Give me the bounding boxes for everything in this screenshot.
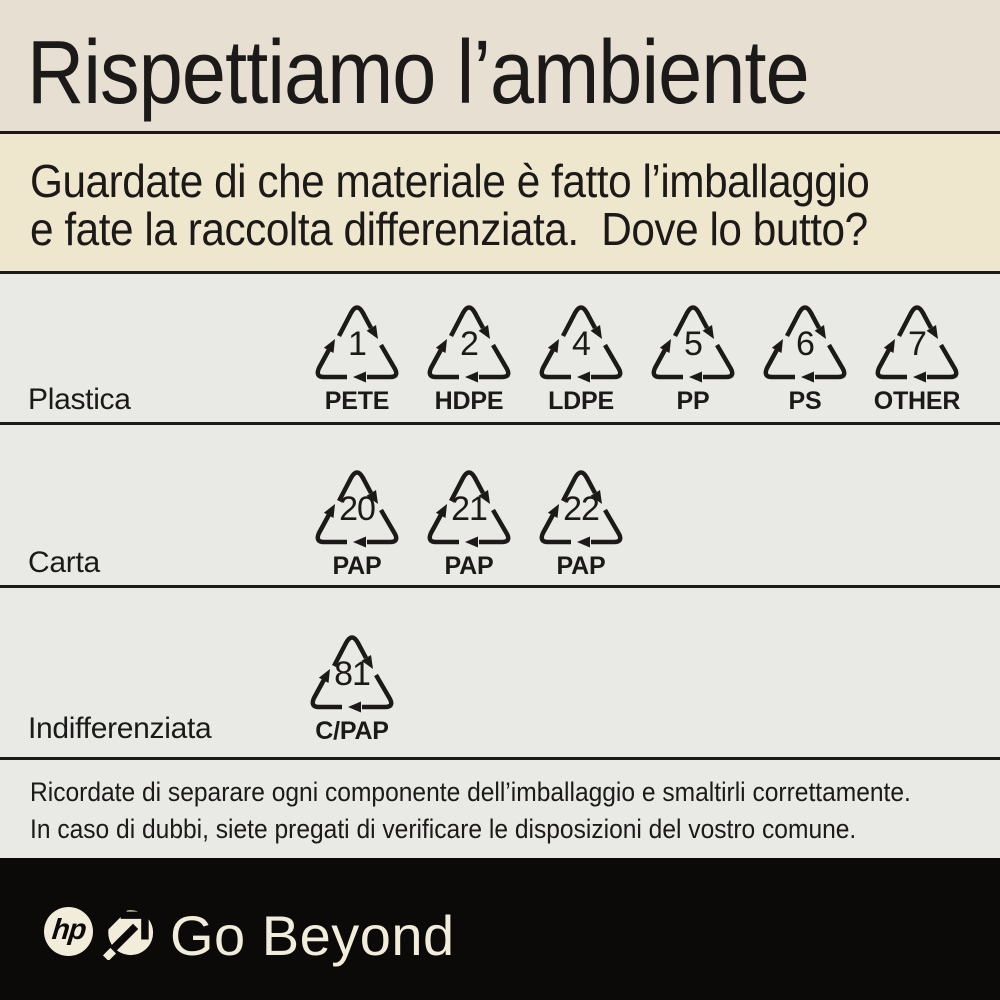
note-line-1: Ricordate di separare ogni componente dell’imballaggio e smaltirli correttamente. [30,777,911,807]
recycling-number: 22 [563,489,599,528]
material-label-plastica: Plastica [28,383,131,416]
recycling-symbol [419,298,519,416]
recycling-symbol [867,298,967,416]
recycling-number: 21 [451,489,487,528]
material-label-indifferenziata: Indifferenziata [28,712,212,745]
note-line-2: In caso di dubbi, siete pregati di verificare le disposizioni del vostro comune. [30,814,857,844]
hp-logo-text: hp [50,914,88,946]
recycling-symbol [755,298,855,416]
material-code: HDPE [434,387,504,415]
recycling-symbol [307,463,407,581]
material-code: LDPE [548,387,614,415]
carta-symbols [307,463,631,581]
recycling-number: 7 [908,324,926,363]
recycling-symbol [531,463,631,581]
recycling-number: 5 [684,324,702,363]
go-beyond-arrow-icon [102,904,158,960]
hp-logo [44,907,93,956]
material-code: OTHER [873,387,961,415]
material-code: PAP [556,552,606,580]
material-label-carta: Carta [28,546,100,579]
material-code: PP [676,387,710,415]
recycling-symbol [307,298,407,416]
page-title: Rispettiamo l’ambiente [27,23,809,123]
plastica-symbols [307,298,967,416]
recycling-number: 4 [572,324,590,363]
indifferenziata-symbols [302,628,402,746]
material-code: PAP [444,552,494,580]
material-code: PS [788,387,822,415]
recycling-number: 20 [339,489,375,528]
recycling-symbol [419,463,519,581]
recycling-number: 6 [796,324,814,363]
recycling-number: 1 [348,324,366,363]
material-code: PETE [324,387,390,415]
recycling-symbol [531,298,631,416]
material-code: PAP [332,552,382,580]
material-code: C/PAP [315,717,389,745]
recycling-symbol [643,298,743,416]
intro-line-2: e fate la raccolta differenziata. Dove lo butto? [30,203,868,255]
go-beyond-tagline: Go Beyond [170,904,455,967]
recycling-symbol [302,628,402,746]
recycling-number: 2 [460,324,478,363]
recycling-number: 81 [334,654,370,693]
intro-line-1: Guardate di che materiale è fatto l’imballaggio [30,155,870,207]
